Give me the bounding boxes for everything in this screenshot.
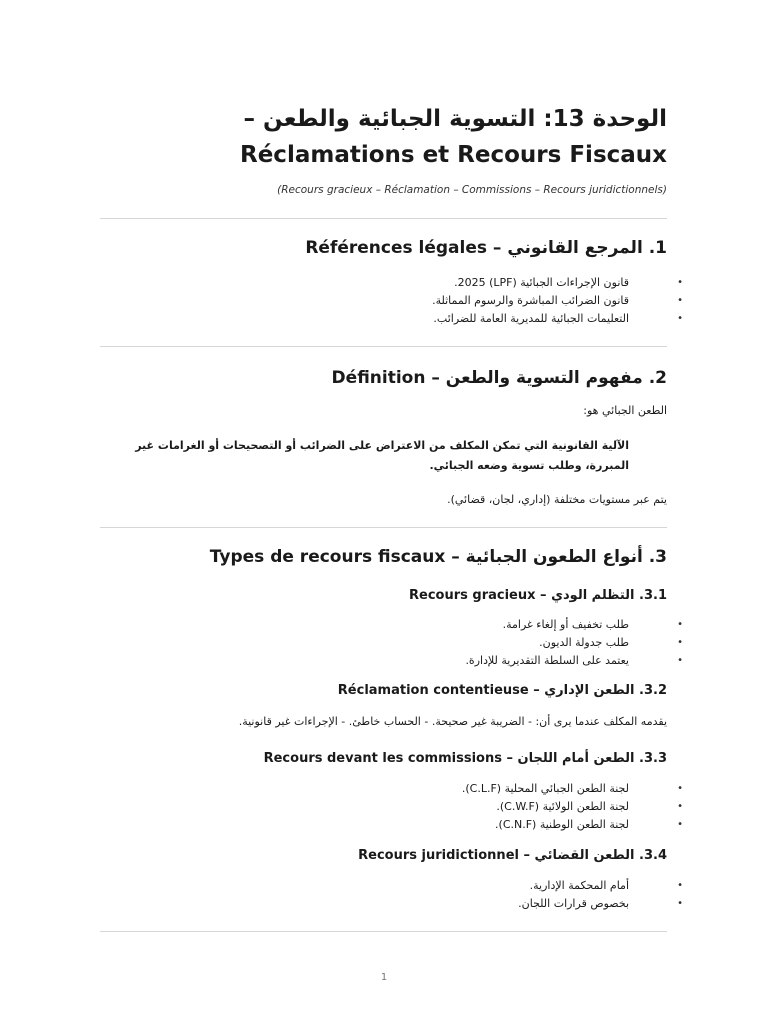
list-item: • يعتمد على السلطة التقديرية للإدارة. [100,652,667,670]
list-item: • لجنة الطعن الجبائي المحلية (C.L.F). [100,780,667,798]
section2-intro: الطعن الجبائي هو: [583,404,667,417]
page-title-french: Réclamations et Recours Fiscaux [240,142,667,168]
section2-note: يتم عبر مستويات مختلفة (إداري، لجان، قضائي). [447,493,667,506]
subsection-3-3-list [100,780,667,834]
list-item: • قانون الإجراءات الجبائية (LPF) 2025. [100,274,667,292]
divider [100,527,667,528]
subsection-3-1-list [100,616,667,670]
page-subtitle: (Recours gracieux – Réclamation – Commissions – Recours juridictionnels) [277,184,667,196]
subsection-3-3-heading: 3.3. الطعن أمام اللجان – Recours devant les commissions [263,751,667,766]
divider [100,218,667,219]
section1-heading: 1. المرجع القانوني – Références légales [305,238,667,258]
subsection-3-1-heading: 3.1. التظلم الودي – Recours gracieux [409,588,667,603]
list-item: • التعليمات الجبائية للمديرية العامة للضرائب. [100,310,667,328]
divider [100,931,667,932]
section2-heading: 2. مفهوم التسوية والطعن – Définition [331,368,667,388]
subsection-3-4-heading: 3.4. الطعن القضائي – Recours juridictionnel [358,848,667,863]
list-item: • أمام المحكمة الإدارية. [100,877,667,895]
subsection-3-2-heading: 3.2. الطعن الإداري – Réclamation contentieuse [337,683,667,698]
section1-list [100,274,667,328]
list-item: • قانون الضرائب المباشرة والرسوم المماثلة. [100,292,667,310]
definition-blockquote: الآلية القانونية التي تمكن المكلف من الاعتراض على الضرائب أو التصحيحات أو الغرامات غير المبررة، وطلب تسوية وضعه الجبائي. [135,439,629,472]
section3-heading: 3. أنواع الطعون الجبائية – Types de recours fiscaux [209,547,667,567]
list-item: • لجنة الطعن الوطنية (C.N.F). [100,816,667,834]
list-item: • طلب جدولة الديون. [100,634,667,652]
subsection-3-2-text: يقدمه المكلف عندما يرى أن: - الضريبة غير صحيحة. - الحساب خاطئ. - الإجراءات غير قانونية. [238,715,667,728]
list-item: • بخصوص قرارات اللجان. [100,895,667,913]
subsection-3-4-list [100,877,667,913]
document-page [100,0,667,1024]
page-number: 1 [380,972,388,983]
list-item: • لجنة الطعن الولائية (C.W.F). [100,798,667,816]
list-item: • طلب تخفيف أو إلغاء غرامة. [100,616,667,634]
page-title-arabic: الوحدة 13: التسوية الجبائية والطعن – [243,106,667,132]
divider [100,346,667,347]
